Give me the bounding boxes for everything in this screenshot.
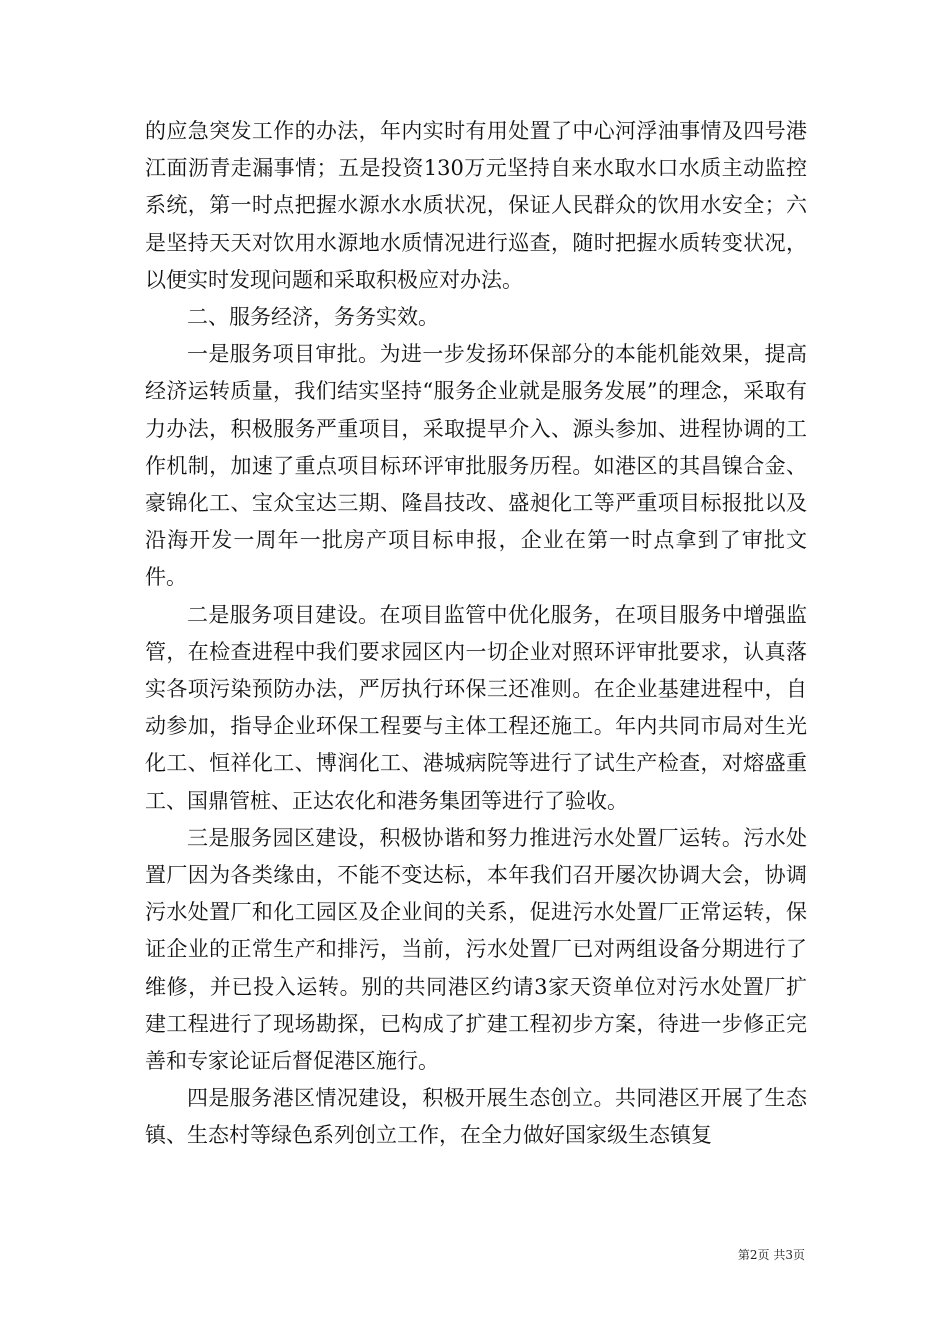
paragraph-6: 四是服务港区情况建设，积极开展生态创立。共同港区开展了生态镇、生态村等绿色系列创立工作，在全力做好国家级生态镇复 bbox=[145, 1086, 807, 1148]
paragraph-5: 三是服务园区建设，积极协谐和努力推进污水处置厂运转。污水处置厂因为各类缘由，不能不变达标，本年我们召开屡次协调大会，协调污水处置厂和化工园区及企业间的关系，促进污水处置厂正常运转，保证企业的正常生产和排污，当前，污水处置厂已对两组设备分期进行了维修，并已投入运转。别的共同港区约请3家天资单位对污水处置厂扩建工程进行了现场勘探，已构成了扩建工程初步方案，待进一步修正完善和专家论证后督促港区施行。 bbox=[145, 825, 807, 1074]
footer-prefix: 第 bbox=[737, 1248, 750, 1262]
footer-middle: 页 共 bbox=[757, 1248, 786, 1262]
footer-suffix: 页 bbox=[792, 1248, 805, 1262]
paragraph-3: 一是服务项目审批。为进一步发扬环保部分的本能机能效果，提高经济运转质量，我们结实坚持“服务企业就是服务发展”的理念，采取有力办法，积极服务严重项目，采取提早介入、源头参加、进程协调的工作机制，加速了重点项目标环评审批服务历程。如港区的其昌镍合金、豪锦化工、宝众宝达三期、隆昌技改、盛昶化工等严重项目标报批以及沿海开发一周年一批房产项目标申报，企业在第一时点拿到了审批文件。 bbox=[145, 342, 807, 590]
document-body bbox=[145, 113, 807, 1155]
footer-total-pages: 3 bbox=[785, 1248, 793, 1262]
paragraph-4: 二是服务项目建设。在项目监管中优化服务，在项目服务中增强监管，在检查进程中我们要求园区内一切企业对照环评审批要求，认真落实各项污染预防办法，严厉执行环保三还准则。在企业基建进程中，自动参加，指导企业环保工程要与主体工程还施工。年内共同市局对生光化工、恒祥化工、博润化工、港城病院等进行了试生产检查，对熔盛重工、国鼎管桩、正达农化和港务集团等进行了验收。 bbox=[145, 602, 807, 813]
paragraph-1: 的应急突发工作的办法，年内实时有用处置了中心河浮油事情及四号港江面沥青走漏事情；五是投资130万元坚持自来水取水口水质主动监控系统，第一时点把握水源水水质状况，保证人民群众的饮用水安全；六是坚持天天对饮用水源地水质情况进行巡查，随时把握水质转变状况，以便实时发现问题和采取积极应对办法。 bbox=[145, 119, 807, 292]
section-heading-2: 二、服务经济，务务实效。 bbox=[187, 305, 439, 330]
footer-current-page: 2 bbox=[749, 1248, 758, 1262]
page-footer bbox=[738, 1247, 805, 1263]
